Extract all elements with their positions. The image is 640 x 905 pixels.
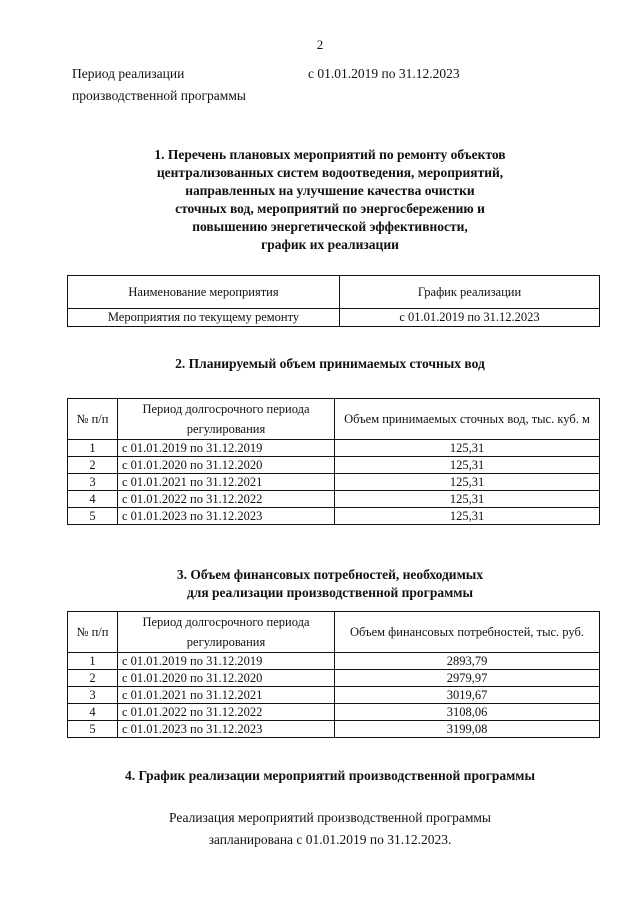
- cell-volume: 125,31: [335, 440, 600, 457]
- closing-text-line2: запланирована с 01.01.2019 по 31.12.2023.: [208, 832, 452, 847]
- table-row: [68, 508, 600, 525]
- period-label-line2: производственной программы: [72, 88, 246, 103]
- header-number: № п/п: [68, 612, 118, 653]
- table-row: [68, 491, 600, 508]
- cell-volume: 125,31: [335, 457, 600, 474]
- table-row: [68, 721, 600, 738]
- table-row: [68, 457, 600, 474]
- table-row: [68, 670, 600, 687]
- section2-title: 2. Планируемый объем принимаемых сточных вод: [175, 356, 485, 371]
- header-period: Период долгосрочного периода регулирования: [118, 399, 335, 440]
- cell-number: 2: [68, 670, 118, 687]
- table-row: [68, 704, 600, 721]
- cell-finance: 3108,06: [335, 704, 600, 721]
- cell-number: 3: [68, 474, 118, 491]
- cell-period: с 01.01.2022 по 31.12.2022: [118, 491, 335, 508]
- section1-title-line: 1. Перечень плановых мероприятий по ремонту объектов: [154, 147, 506, 162]
- table-header-row: [68, 276, 600, 309]
- section3-title-line: для реализации производственной программы: [186, 585, 474, 600]
- header-schedule: График реализации: [340, 276, 600, 309]
- cell-number: 4: [68, 491, 118, 508]
- cell-finance: 3199,08: [335, 721, 600, 738]
- wastewater-volume-table: [67, 398, 600, 525]
- section1-title-line: централизованных систем водоотведения, мероприятий,: [156, 165, 504, 180]
- period-value: с 01.01.2019 по 31.12.2023: [308, 66, 460, 81]
- header-period: Период долгосрочного периода регулирования: [118, 612, 335, 653]
- closing-text-line1: Реализация мероприятий производственной программы: [168, 810, 492, 825]
- cell-period: с 01.01.2020 по 31.12.2020: [118, 457, 335, 474]
- cell-period: с 01.01.2019 по 31.12.2019: [118, 653, 335, 670]
- cell-period: с 01.01.2021 по 31.12.2021: [118, 474, 335, 491]
- cell-volume: 125,31: [335, 474, 600, 491]
- cell-period: с 01.01.2020 по 31.12.2020: [118, 670, 335, 687]
- section1-title-line: график их реализации: [261, 237, 399, 252]
- table-header-row: [68, 612, 600, 653]
- period-label: [72, 63, 246, 107]
- period-label-line1: Период реализации: [72, 66, 185, 81]
- cell-number: 2: [68, 457, 118, 474]
- cell-period: с 01.01.2021 по 31.12.2021: [118, 687, 335, 704]
- cell-schedule: с 01.01.2019 по 31.12.2023: [340, 309, 600, 327]
- section1-title: [60, 146, 600, 254]
- cell-number: 1: [68, 653, 118, 670]
- cell-volume: 125,31: [335, 508, 600, 525]
- header-measure-name: Наименование мероприятия: [68, 276, 340, 309]
- cell-period: с 01.01.2023 по 31.12.2023: [118, 508, 335, 525]
- table-row: [68, 653, 600, 670]
- header-number: № п/п: [68, 399, 118, 440]
- cell-number: 1: [68, 440, 118, 457]
- measures-table: [67, 275, 600, 327]
- section3-title: [60, 566, 600, 602]
- table-row: [68, 687, 600, 704]
- section4-title: 4. График реализации мероприятий производственной программы: [124, 768, 536, 783]
- cell-period: с 01.01.2019 по 31.12.2019: [118, 440, 335, 457]
- financial-needs-table: [67, 611, 600, 738]
- cell-finance: 3019,67: [335, 687, 600, 704]
- cell-finance: 2979,97: [335, 670, 600, 687]
- table-header-row: [68, 399, 600, 440]
- cell-period: с 01.01.2022 по 31.12.2022: [118, 704, 335, 721]
- cell-measure-name: Мероприятия по текущему ремонту: [68, 309, 340, 327]
- cell-number: 5: [68, 721, 118, 738]
- table-row: [68, 309, 600, 327]
- table-row: [68, 440, 600, 457]
- cell-volume: 125,31: [335, 491, 600, 508]
- section3-title-line: 3. Объем финансовых потребностей, необходимых: [176, 567, 484, 582]
- page-number: 2: [316, 37, 324, 52]
- section1-title-line: направленных на улучшение качества очистки: [185, 183, 475, 198]
- closing-text: [60, 807, 600, 851]
- section1-title-line: повышению энергетической эффективности,: [192, 219, 468, 234]
- cell-number: 3: [68, 687, 118, 704]
- cell-number: 5: [68, 508, 118, 525]
- table-row: [68, 474, 600, 491]
- section1-title-line: сточных вод, мероприятий по энергосбережению и: [175, 201, 485, 216]
- cell-finance: 2893,79: [335, 653, 600, 670]
- header-volume: Объем принимаемых сточных вод, тыс. куб. м: [335, 399, 600, 440]
- header-finance: Объем финансовых потребностей, тыс. руб.: [335, 612, 600, 653]
- cell-number: 4: [68, 704, 118, 721]
- cell-period: с 01.01.2023 по 31.12.2023: [118, 721, 335, 738]
